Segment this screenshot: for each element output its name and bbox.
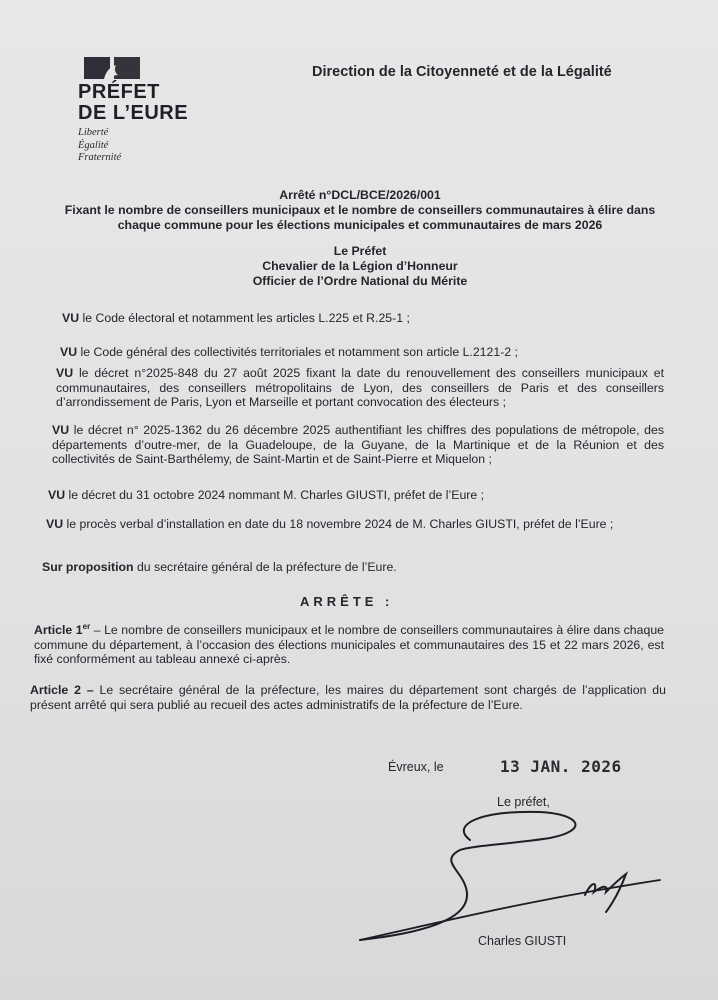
- authority-line2: Chevalier de la Légion d’Honneur: [262, 259, 458, 273]
- article-prefix: Article 1er: [34, 622, 91, 638]
- proposition-prefix: Sur proposition: [42, 560, 134, 574]
- proposition: [42, 560, 662, 575]
- date-stamp: 13 JAN. 2026: [500, 757, 622, 776]
- motto-liberte: Liberté: [78, 127, 109, 138]
- visa-text: le Code électoral et notamment les articles L.225 et R.25-1 ;: [79, 311, 410, 325]
- visa-prefix: VU: [62, 311, 80, 325]
- visa-prefix: VU: [46, 517, 64, 531]
- prefecture-name-line2: DE L’EURE: [78, 102, 189, 124]
- visa-6: [46, 517, 666, 532]
- authority-line3: Officier de l’Ordre National du Mérite: [252, 274, 468, 288]
- direction-title: Direction de la Citoyenneté et de la Légalité: [312, 64, 612, 80]
- article-text: Le secrétaire général de la préfecture, les maires du département sont chargés de l’application du présent arrêté qui sera publié au recueil des actes administratifs de la préfecture de l’Eure.: [30, 683, 666, 712]
- signer-title: Le préfet,: [497, 795, 550, 809]
- visa-text: le procès verbal d’installation en date du 18 novembre 2024 de M. Charles GIUSTI, préfet de l’Eure ;: [63, 517, 614, 531]
- visa-5: [48, 488, 658, 503]
- proposition-text: du secrétaire général de la préfecture de l’Eure.: [133, 560, 397, 574]
- arrete-number: Arrêté n°DCL/BCE/2026/001: [279, 188, 441, 202]
- article-prefix: Article 2 –: [30, 683, 94, 697]
- marianne-logo-icon: [84, 57, 140, 79]
- visa-prefix: VU: [60, 345, 78, 359]
- visa-prefix: VU: [52, 423, 70, 437]
- authority-line1: Le Préfet: [333, 244, 387, 258]
- republic-motto: [78, 127, 121, 165]
- arrete-heading: ARRÊTE :: [300, 594, 394, 609]
- visa-4: [52, 423, 664, 467]
- prefecture-name: [78, 82, 188, 124]
- visa-text: le décret n° 2025-1362 du 26 décembre 2025 authentifiant les chiffres des populations de métropole, des départements d’outre-mer, de la Guadeloupe, de la Guyane, de la Martinique et de la Réunion et des collectivités de Saint-Barthélemy, de Saint-Martin et de Saint-Pierre et Miquelon ;: [52, 423, 664, 466]
- article-1: [34, 620, 664, 667]
- visa-text: le Code général des collectivités territoriales et notamment son article L.2121-2 ;: [77, 345, 518, 359]
- visa-1: [62, 311, 662, 326]
- visa-text: le décret n°2025-848 du 27 août 2025 fixant la date du renouvellement des conseillers municipaux et communautaires, des conseillers métropolitains de Lyon, des conseillers de Paris et des conseillers d’arrondissement de Paris, Lyon et Marseille et portant convocation des électeurs ;: [56, 366, 664, 409]
- visa-prefix: VU: [56, 366, 74, 380]
- visa-2: [60, 345, 660, 360]
- visa-text: le décret du 31 octobre 2024 nommant M. Charles GIUSTI, préfet de l’Eure ;: [65, 488, 485, 502]
- visa-3: [56, 366, 664, 410]
- place-label: Évreux, le: [388, 760, 444, 774]
- article-text: – Le nombre de conseillers municipaux et le nombre de conseillers communautaires à élire dans chaque commune du département, à l’occasion des élections municipales et communautaires des 15 et 22 mars 2026, est fixé conformément au tableau annexé ci-après.: [34, 623, 664, 667]
- prefecture-name-line1: PRÉFET: [78, 81, 160, 103]
- arrete-subject-line1: Fixant le nombre de conseillers municipaux et le nombre de conseillers communautaires à élire dans: [64, 203, 656, 217]
- signer-name: Charles GIUSTI: [478, 934, 567, 948]
- visa-prefix: VU: [48, 488, 66, 502]
- motto-fraternite: Fraternité: [78, 152, 122, 163]
- motto-egalite: Égalité: [78, 139, 109, 151]
- arrete-subject-line2: chaque commune pour les élections municipales et communautaires de mars 2026: [117, 218, 603, 232]
- article-2: [30, 683, 666, 712]
